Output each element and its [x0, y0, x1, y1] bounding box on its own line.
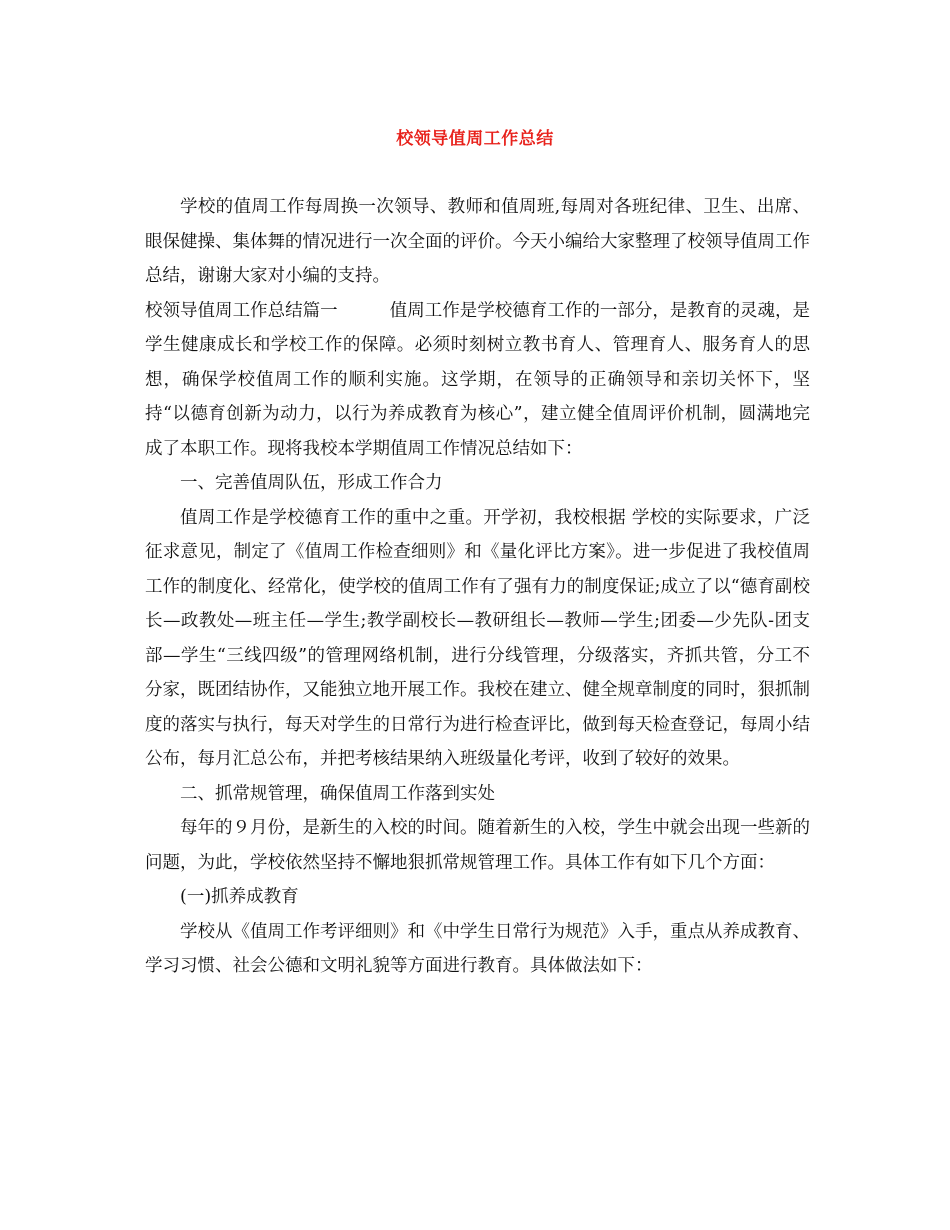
section-label: 校领导值周工作总结篇一	[145, 300, 338, 321]
intro-paragraph: 学校的值周工作每周换一次领导、教师和值周班,每周对各班纪律、卫生、出席、眼保健操、集体舞的情况进行一次全面的评价。今天小编给大家整理了校领导值周工作总结，谢谢大家对小编的支持。	[145, 197, 810, 286]
paragraph-3: 学校从《值周工作考评细则》和《中学生日常行为规范》入手，重点从养成教育、学习习惯、社会公德和文明礼貌等方面进行教育。具体做法如下：	[145, 921, 810, 976]
section-text: 值周工作是学校德育工作的一部分，是教育的灵魂，是学生健康成长和学校工作的保障。必须时刻树立教书育人、管理育人、服务育人的思想，确保学校值周工作的顺利实施。这学期，在领导的正确领导和亲切关怀下，坚持“以德育创新为动力，以行为养成教育为核心”，建立健全值周评价机制，圆满地完成了本职工作。现将我校本学期值周工作情况总结如下：	[145, 300, 811, 459]
heading-3: (一)抓养成教育	[180, 887, 299, 907]
document-title: 校领导值周工作总结	[396, 129, 554, 149]
section-paragraph	[145, 294, 810, 467]
document-body	[145, 190, 810, 984]
heading-1: 一、完善值周队伍，形成工作合力	[180, 473, 443, 493]
paragraph-2: 每年的９月份，是新生的入校的时间。随着新生的入校，学生中就会出现一些新的问题，为此，学校依然坚持不懈地狠抓常规管理工作。具体工作有如下几个方面：	[145, 818, 810, 873]
heading-2: 二、抓常规管理，确保值周工作落到实处	[180, 783, 495, 804]
paragraph-1: 值周工作是学校德育工作的重中之重。开学初，我校根据 学校的实际要求，广泛征求意见，制定了《值周工作检查细则》和《量化评比方案》。进一步促进了我校值周工作的制度化、经常化，使学校的值周工作有了强有力的制度保证;成立了以“德育副校长—政教处—班主任—学生;教学副校长—教研组长—教师—学生;团委—少先队-团支部—学生“三线四级”的管理网络机制，进行分线管理，分级落实，齐抓共管，分工不分家，既团结协作，又能独立地开展工作。我校在建立、健全规章制度的同时，狠抓制度的落实与执行，每天对学生的日常行为进行检查评比，做到每天检查登记，每周小结公布，每月汇总公布，并把考核结果纳入班级量化考评，收到了较好的效果。	[145, 507, 810, 769]
